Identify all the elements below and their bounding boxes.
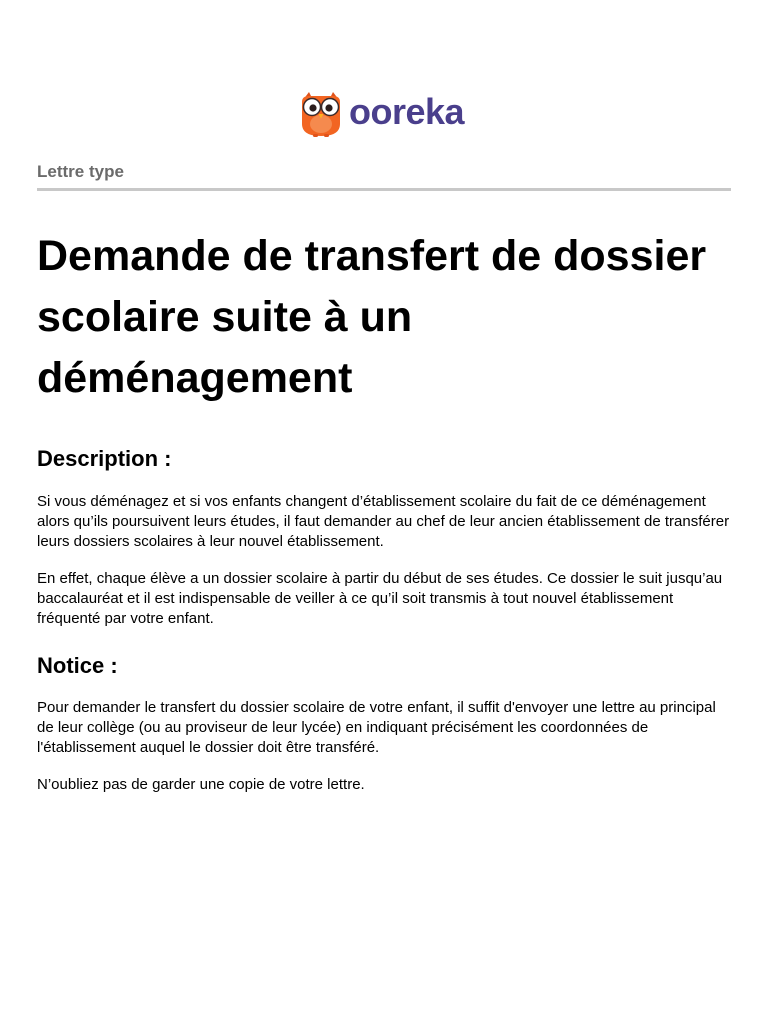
section-heading-notice: Notice : [37,653,118,678]
description-paragraph-2: En effet, chaque élève a un dossier scolaire à partir du début de ses études. Ce dossier le suit jusqu’au baccalauréat et il est indispensable de veiller à ce qu’il soit transmis à tout nouvel établissement fréquenté par votre enfant. [37,570,723,627]
section-heading-description: Description : [37,446,172,471]
notice-paragraph-1: Pour demander le transfert du dossier scolaire de votre enfant, il suffit d'envoyer une lettre au principal de leur collège (ou au proviseur de leur lycée) en indiquant précisément les coordonnées de l'établissement auquel le dossier doit être transféré. [37,699,716,756]
page-title: Demande de transfert de dossier scolaire suite à un déménagement [37,232,707,402]
header-divider [37,188,731,191]
brand-wordmark: ooreka [349,91,465,132]
owl-icon [299,90,343,138]
document-category: Lettre type [37,162,124,181]
brand-logo[interactable] [299,90,464,138]
notice-paragraph-2: N’oubliez pas de garder une copie de votre lettre. [37,776,365,793]
description-paragraph-1: Si vous déménagez et si vos enfants changent d’établissement scolaire du fait de ce déménagement alors qu’ils poursuivent leurs études, il faut demander au chef de leur ancien établissement de transférer leurs dossiers scolaires à leur nouvel établissement. [37,493,730,550]
document-page [37,0,731,1024]
